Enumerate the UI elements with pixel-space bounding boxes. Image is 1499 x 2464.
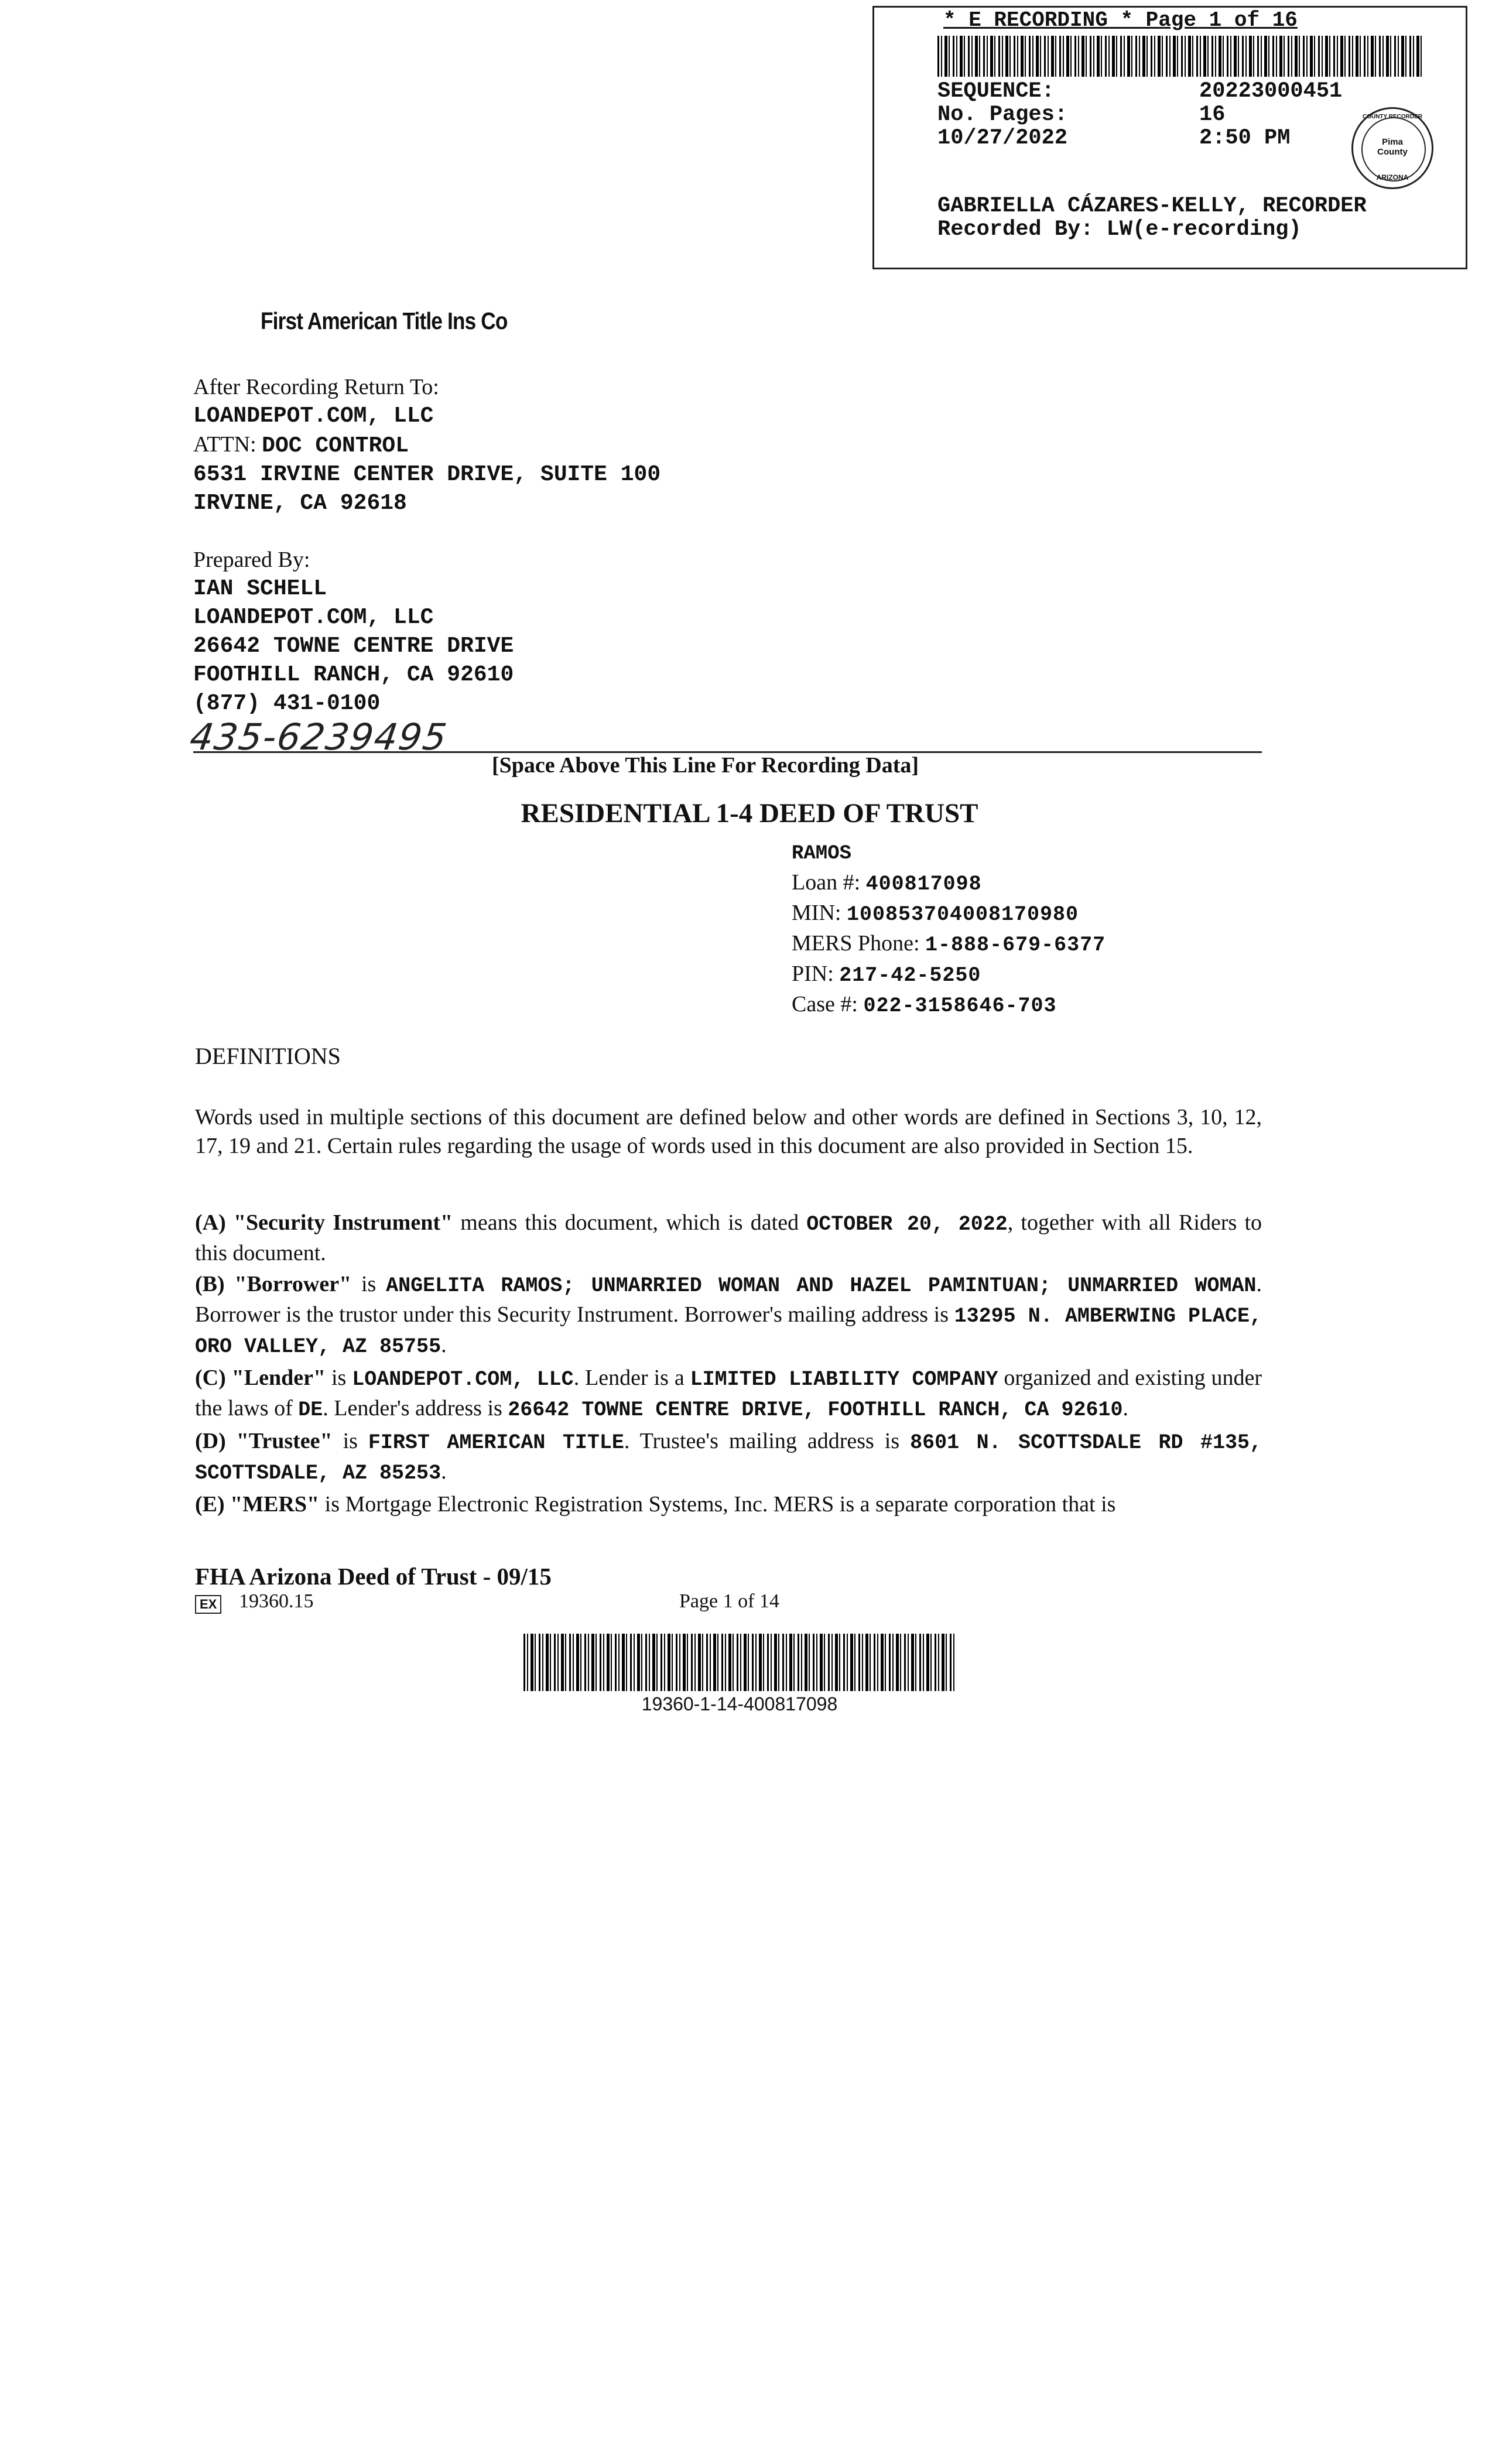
form-title: FHA Arizona Deed of Trust - 09/15 [195, 1563, 552, 1590]
pages-label: No. Pages: [937, 102, 1068, 127]
lender-name: LOANDEPOT.COM, LLC [352, 1368, 574, 1391]
return-to-label: After Recording Return To: [193, 375, 439, 399]
definition-d-label: (D) "Trustee" [195, 1429, 333, 1453]
definition-c-text-4: . Lender's address is [323, 1396, 508, 1421]
definition-c-label: (C) "Lender" [195, 1366, 326, 1390]
loan-info-block [792, 840, 1106, 1021]
lender-address: 26642 TOWNE CENTRE DRIVE, FOOTHILL RANCH, CA 92610 [508, 1398, 1123, 1422]
definition-b-text: is [351, 1272, 386, 1296]
recording-header: * E RECORDING * Page 1 of 16 [943, 8, 1298, 32]
borrower-short-name: RAMOS [792, 843, 852, 865]
form-badge: EX [195, 1595, 221, 1614]
definition-a-text-2: , together with all Riders to this document. [195, 1210, 1262, 1265]
seal-top-text: COUNTY RECORDER [1362, 114, 1423, 120]
min-value: 100853704008170980 [846, 903, 1079, 926]
definition-e-label: (E) "MERS" [195, 1492, 320, 1517]
pin-value: 217-42-5250 [839, 964, 981, 987]
loan-number-label: Loan #: [792, 870, 861, 895]
trustee-address: 8601 N. SCOTTSDALE RD #135, SCOTTSDALE, AZ 85253 [195, 1431, 1262, 1485]
company-stamp: First American Title Ins Co [261, 307, 508, 334]
recording-barcode [937, 36, 1423, 77]
sequence-label: SEQUENCE: [937, 79, 1055, 104]
definition-c [195, 1364, 1262, 1425]
page-number: Page 1 of 14 [679, 1590, 779, 1612]
definition-b [195, 1270, 1262, 1361]
lender-type: LIMITED LIABILITY COMPANY [690, 1368, 998, 1391]
definition-c-text: is [326, 1366, 352, 1390]
form-number: 19360.15 [239, 1590, 314, 1612]
intro-paragraph: Words used in multiple sections of this document are defined below and other words are defined in Sections 3, 10, 12, 17, 19 and 21. Certain rules regarding the usage of words used in this document are also provided in Section 15. [195, 1105, 1262, 1158]
definition-c-text-2: . Lender is a [573, 1366, 690, 1390]
footer-barcode-text: 19360-1-14-400817098 [641, 1693, 838, 1714]
definition-a-text: means this document, which is dated [453, 1210, 807, 1235]
space-above-label: [Space Above This Line For Recording Data] [492, 753, 919, 778]
definitions-heading: DEFINITIONS [195, 1043, 341, 1069]
mers-phone-value: 1-888-679-6377 [925, 933, 1106, 957]
prepared-by-block [193, 546, 514, 718]
pin-label: PIN: [792, 961, 834, 986]
preparer-city: FOOTHILL RANCH, CA 92610 [193, 662, 514, 687]
attn-value: DOC CONTROL [262, 433, 409, 458]
borrower-address: 13295 N. AMBERWING PLACE, ORO VALLEY, AZ 85755 [195, 1305, 1262, 1358]
definition-d [195, 1427, 1262, 1488]
preparer-name: IAN SCHELL [193, 576, 327, 601]
borrower-names: ANGELITA RAMOS; UNMARRIED WOMAN AND HAZEL PAMINTUAN; UNMARRIED WOMAN [386, 1274, 1257, 1298]
definition-c-text-5: . [1122, 1396, 1128, 1421]
definition-b-text-2: . Borrower is the trustor under this Security Instrument. Borrower's mailing address is [195, 1272, 1262, 1327]
definition-e-text: is Mortgage Electronic Registration Systems, Inc. MERS is a separate corporation that is [319, 1492, 1116, 1517]
definition-e [195, 1490, 1262, 1519]
recording-time: 2:50 PM [1199, 126, 1291, 150]
recorder-name: GABRIELLA CÁZARES-KELLY, RECORDER [937, 194, 1367, 218]
sequence-value: 20223000451 [1199, 79, 1343, 104]
recording-box [872, 6, 1467, 269]
recording-date: 10/27/2022 [937, 126, 1068, 150]
definition-d-text-2: . Trustee's mailing address is [624, 1429, 911, 1453]
loan-number-value: 400817098 [865, 872, 982, 896]
footer-barcode [523, 1634, 956, 1691]
case-number-label: Case #: [792, 992, 858, 1017]
seal-bottom-text: ARIZONA [1376, 173, 1409, 182]
mers-phone-label: MERS Phone: [792, 931, 920, 956]
definitions-list [195, 1209, 1262, 1519]
definition-d-text: is [332, 1429, 368, 1453]
definition-a [195, 1209, 1262, 1268]
seal-center-text: Pima County [1377, 137, 1408, 157]
lender-state: DE [298, 1398, 323, 1422]
prepared-by-label: Prepared By: [193, 547, 310, 572]
preparer-company: LOANDEPOT.COM, LLC [193, 605, 434, 630]
trustee-name: FIRST AMERICAN TITLE [368, 1431, 624, 1455]
handwritten-number: 435-6239495 [187, 716, 450, 758]
return-to-city: IRVINE, CA 92618 [193, 491, 407, 516]
definition-c-text-3: organized and existing under the laws of [195, 1366, 1262, 1421]
security-instrument-date: OCTOBER 20, 2022 [806, 1213, 1008, 1236]
preparer-phone: (877) 431-0100 [193, 691, 381, 716]
return-to-block [193, 373, 660, 518]
pages-value: 16 [1199, 102, 1226, 127]
document-title: RESIDENTIAL 1-4 DEED OF TRUST [521, 798, 978, 829]
definition-b-label: (B) "Borrower" [195, 1272, 352, 1296]
definition-a-label: (A) "Security Instrument" [195, 1210, 453, 1235]
case-number-value: 022-3158646-703 [863, 994, 1057, 1018]
min-label: MIN: [792, 901, 841, 925]
return-to-street: 6531 IRVINE CENTER DRIVE, SUITE 100 [193, 462, 661, 487]
definition-b-text-3: . [441, 1333, 447, 1357]
county-seal [1351, 107, 1433, 189]
preparer-street: 26642 TOWNE CENTRE DRIVE [193, 634, 514, 659]
definition-d-text-3: . [441, 1459, 447, 1484]
return-to-company: LOANDEPOT.COM, LLC [193, 403, 434, 429]
recorded-by: Recorded By: LW(e-recording) [937, 217, 1302, 242]
attn-label: ATTN: [193, 432, 256, 457]
